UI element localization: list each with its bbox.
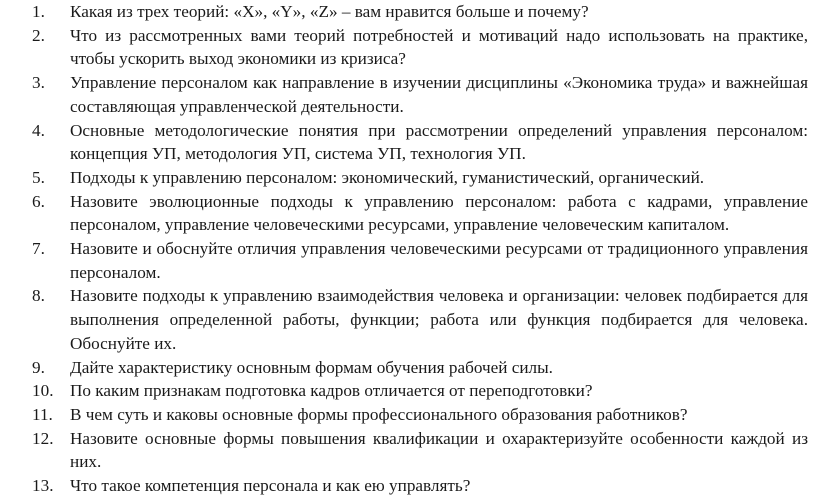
item-number: 2. (32, 25, 45, 45)
item-text: В чем суть и каковы основные формы профессионального образования работников? (70, 404, 688, 424)
item-number: 7. (32, 239, 45, 259)
item-number: 10. (32, 381, 54, 401)
item-text: Управление персоналом как направление в изучении дисциплины «Экономика труда» и важнейшая составляющая управленческой деятельности. (70, 73, 808, 116)
item-text: Что такое компетенция персонала и как ею управлять? (70, 476, 471, 496)
item-number: 1. (32, 2, 45, 21)
list-item (0, 24, 816, 71)
item-text: Что из рассмотренных вами теорий потребностей и мотиваций надо использовать на практике, чтобы ускорить выход экономики из кризиса? (70, 25, 808, 69)
list-item (0, 237, 816, 284)
item-number: 8. (32, 286, 45, 306)
item-text: Какая из трех теорий: «X», «Y», «Z» – вам нравится больше и почему? (70, 2, 589, 21)
list-item (0, 356, 816, 380)
list-item (0, 119, 816, 166)
item-text: Дайте характеристику основным формам обучения рабочей силы. (70, 357, 553, 377)
item-number: 13. (32, 476, 54, 496)
item-text: Назовите эволюционные подходы к управлению персоналом: работа с кадрами, управление персоналом, управление человеческими ресурсами, управление человеческим капиталом. (70, 191, 808, 235)
list-item (0, 190, 816, 237)
item-number: 11. (32, 404, 53, 424)
list-item (0, 474, 816, 498)
item-text: Назовите основные формы повышения квалификации и охарактеризуйте особенности каждой из них. (70, 428, 808, 472)
item-text: Назовите подходы к управлению взаимодействия человека и организации: человек подбирается для выполнения определенной работы, функции; работа или функция подбирается для человека. Обоснуйте их. (70, 286, 808, 353)
item-number: 5. (32, 167, 45, 187)
item-text: Основные методологические понятия при рассмотрении определений управления персоналом: концепция УП, методология УП, система УП, технология УП. (70, 120, 808, 164)
item-number: 4. (32, 120, 45, 140)
list-item (0, 403, 816, 427)
item-number: 3. (32, 73, 45, 93)
list-item (0, 166, 816, 190)
item-number: 12. (32, 428, 54, 448)
list-item (0, 379, 816, 403)
list-item (0, 427, 816, 474)
item-number: 6. (32, 191, 45, 211)
item-text: Подходы к управлению персоналом: экономический, гуманистический, органический. (70, 167, 705, 187)
item-text: По каким признакам подготовка кадров отличается от переподготовки? (70, 381, 593, 401)
list-item (0, 284, 816, 355)
item-number: 9. (32, 357, 45, 377)
list-item (0, 0, 816, 24)
item-text: Назовите и обоснуйте отличия управления человеческими ресурсами от традиционного управления персоналом. (70, 239, 808, 282)
list-item (0, 71, 816, 118)
